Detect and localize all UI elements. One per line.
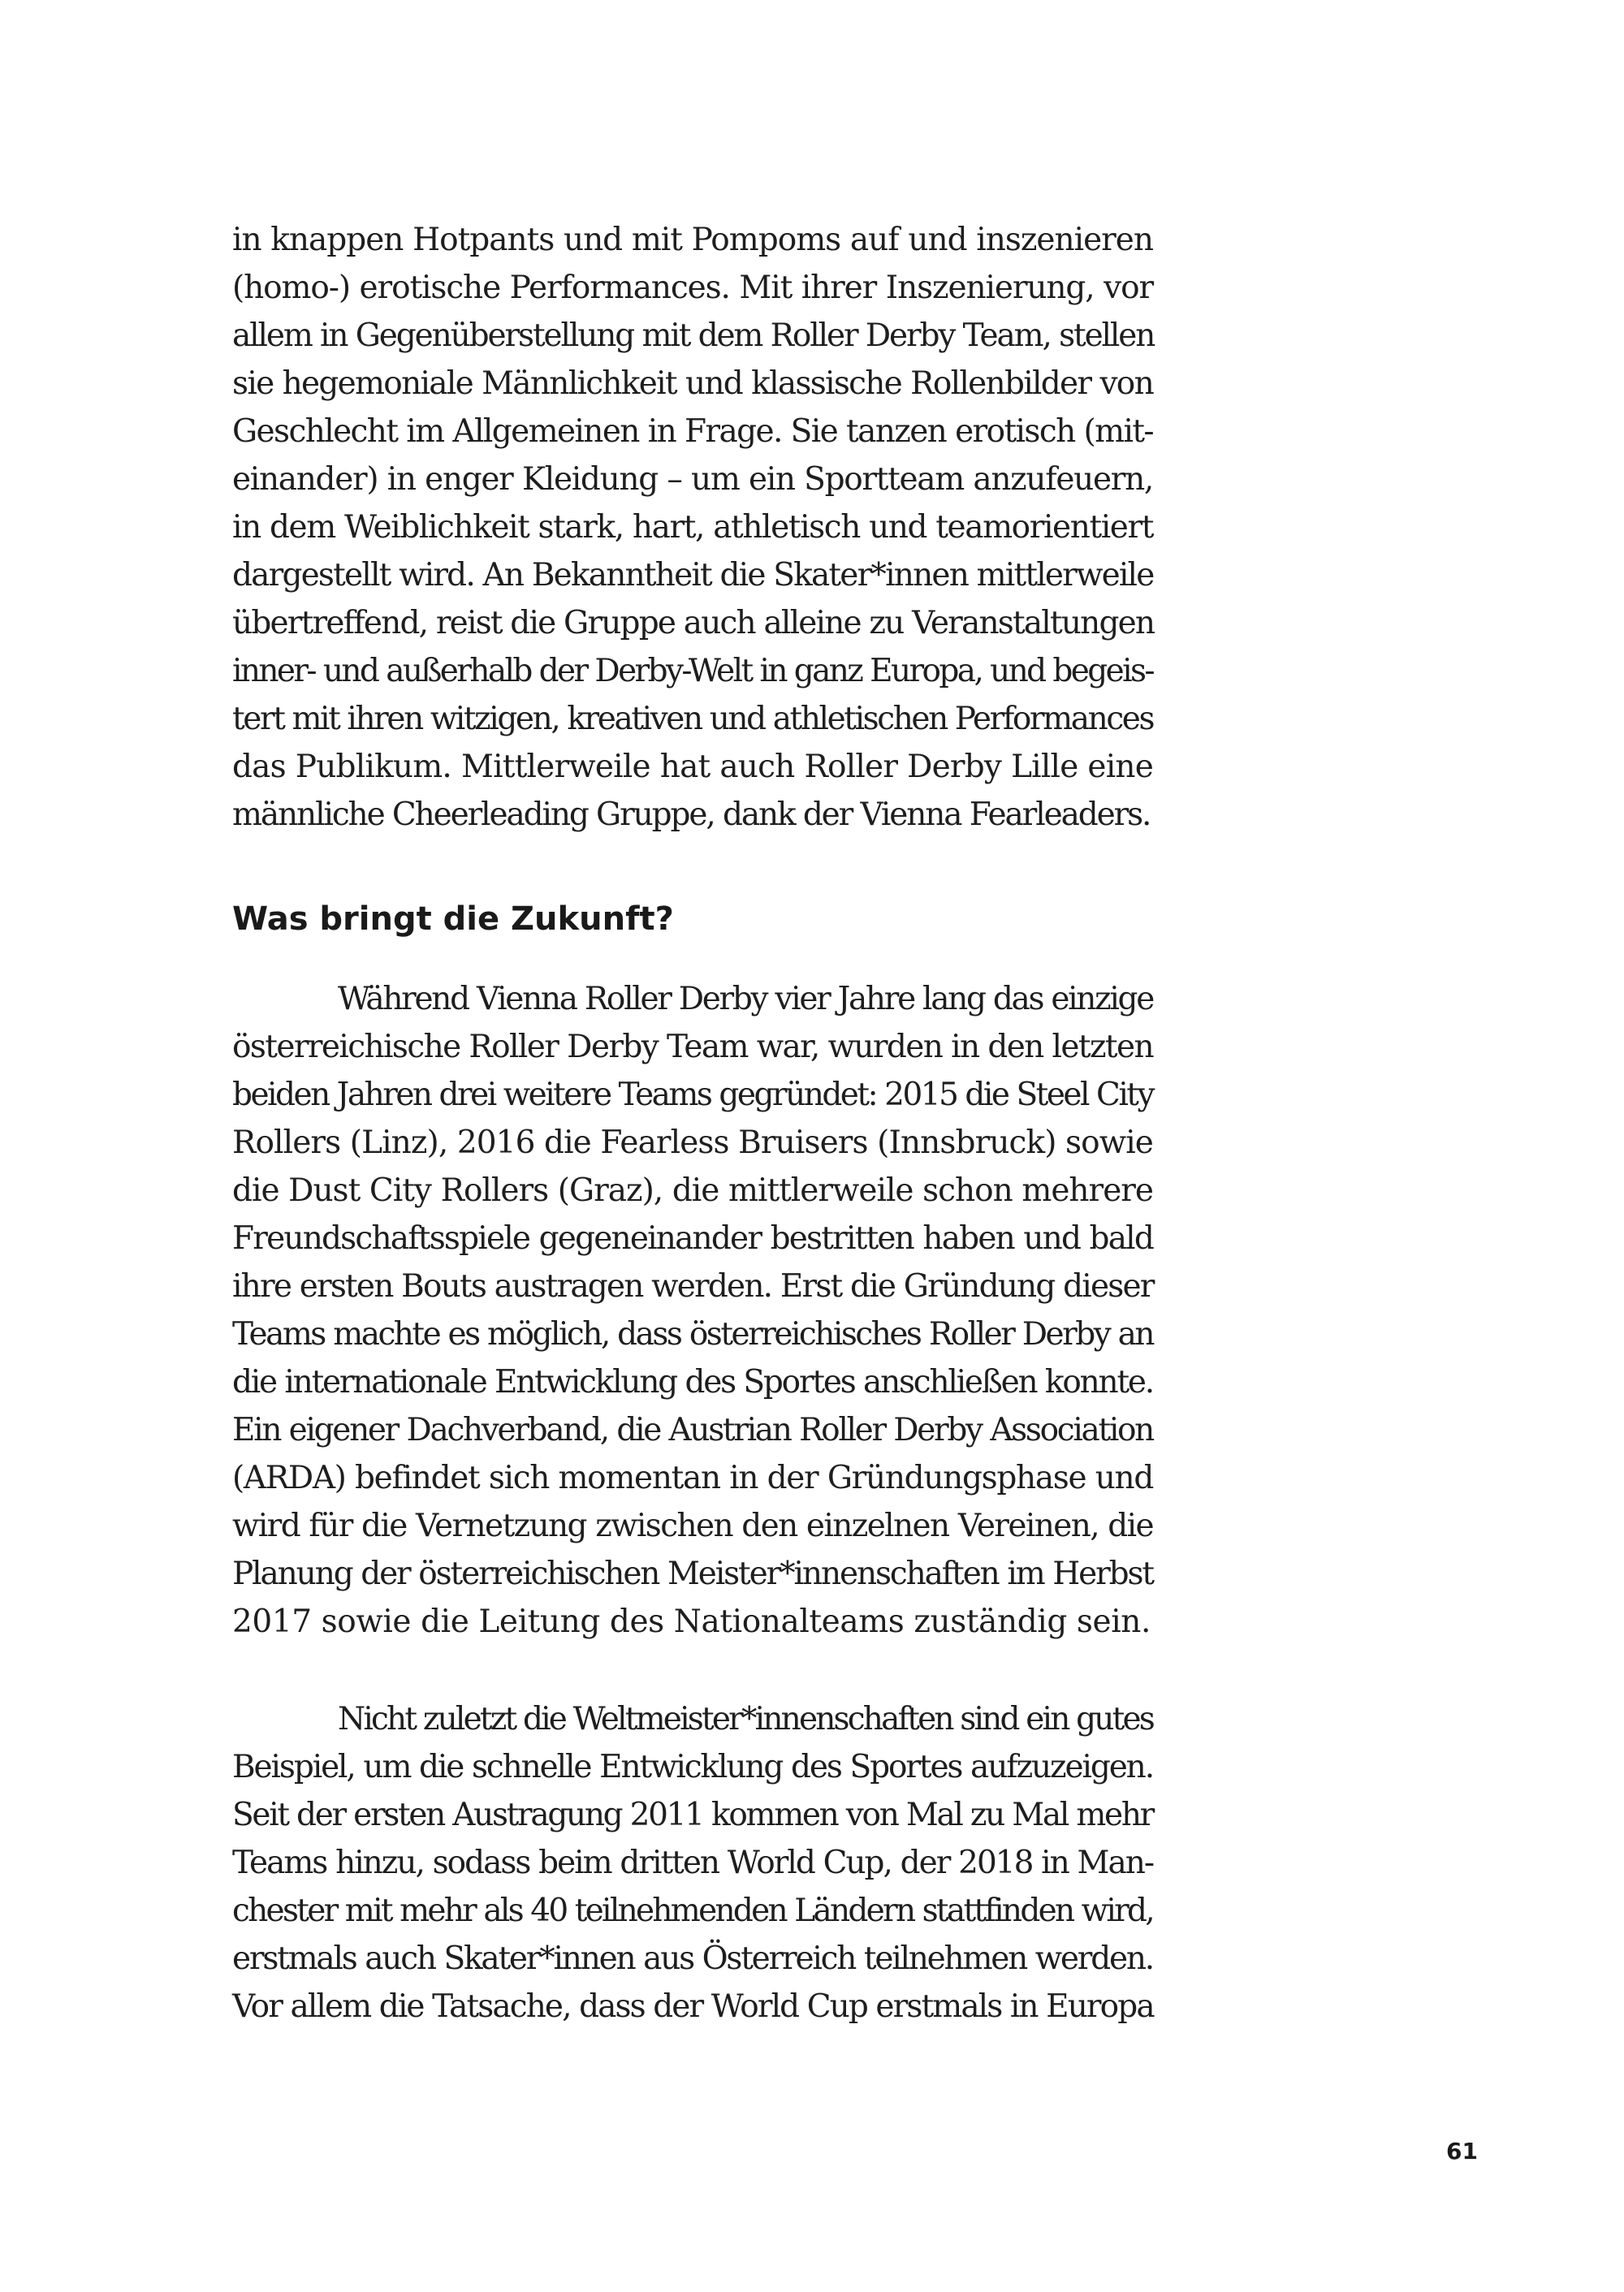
paragraph-future-teams — [232, 975, 1153, 1646]
text-line: dargestellt wird. An Bekanntheit die Skater*innen mittlerweile — [232, 557, 1154, 594]
text-line: tert mit ihren witzigen, kreativen und athletischen Performances — [232, 701, 1154, 737]
paragraph-world-cup — [232, 1695, 1153, 2031]
page-number: 61 — [1446, 2138, 1478, 2165]
text-line: die internationale Entwicklung des Sportes anschließen konnte. — [232, 1364, 1153, 1401]
text-line: Nicht zuletzt die Weltmeister*innenschaften sind ein gutes — [338, 1701, 1153, 1737]
text-line: Vor allem die Tatsache, dass der World Cup erstmals in Europa — [232, 1988, 1154, 2025]
text-line: Beispiel, um die schnelle Entwicklung des Sportes aufzuzeigen. — [232, 1749, 1153, 1785]
text-line: männliche Cheerleading Gruppe, dank der Vienna Fearleaders. — [232, 796, 1151, 833]
section-heading: Was bringt die Zukunft? — [232, 900, 674, 938]
text-line: inner- und außerhalb der Derby-Welt in ganz Europa, und begeis- — [232, 653, 1153, 689]
text-line: allem in Gegenüberstellung mit dem Roller Derby Team, stellen — [232, 317, 1155, 354]
text-line: wird für die Vernetzung zwischen den einzelnen Vereinen, die — [232, 1508, 1153, 1544]
text-line: österreichische Roller Derby Team war, wurden in den letzten — [232, 1029, 1153, 1065]
text-line: Ein eigener Dachverband, die Austrian Roller Derby Association — [232, 1412, 1153, 1448]
paragraph-cheerleaders — [232, 216, 1153, 839]
text-line: ihre ersten Bouts austragen werden. Erst die Gründung dieser — [232, 1268, 1154, 1305]
text-line: 2017 sowie die Leitung des Nationalteams zuständig sein. — [232, 1604, 1151, 1640]
text-line: erstmals auch Skater*innen aus Österreich teilnehmen werden. — [232, 1940, 1153, 1977]
text-line: Während Vienna Roller Derby vier Jahre lang das einzige — [338, 981, 1153, 1017]
text-line: in knappen Hotpants und mit Pompoms auf und inszenieren — [232, 222, 1153, 258]
text-line: (ARDA) befindet sich momentan in der Gründungsphase und — [232, 1460, 1153, 1496]
text-line: Teams machte es möglich, dass österreichisches Roller Derby an — [232, 1316, 1153, 1353]
text-line: Seit der ersten Austragung 2011 kommen von Mal zu Mal mehr — [232, 1797, 1153, 1833]
text-line: Freundschaftsspiele gegeneinander bestritten haben und bald — [232, 1220, 1153, 1257]
text-line: (homo-) erotische Performances. Mit ihrer Inszenierung, vor — [232, 270, 1153, 306]
text-line: sie hegemoniale Männlichkeit und klassische Rollenbilder von — [232, 365, 1153, 402]
text-line: das Publikum. Mittlerweile hat auch Roller Derby Lille eine — [232, 749, 1153, 785]
text-line: die Dust City Rollers (Graz), die mittlerweile schon mehrere — [232, 1172, 1153, 1209]
text-line: Teams hinzu, sodass beim dritten World Cup, der 2018 in Man- — [232, 1845, 1153, 1881]
text-line: Planung der österreichischen Meister*innenschaften im Herbst — [232, 1556, 1153, 1592]
text-line: Geschlecht im Allgemeinen in Frage. Sie tanzen erotisch (mit- — [232, 413, 1153, 450]
text-line: Rollers (Linz), 2016 die Fearless Bruisers (Innsbruck) sowie — [232, 1124, 1153, 1161]
text-line: einander) in enger Kleidung – um ein Sportteam anzufeuern, — [232, 461, 1153, 498]
text-line: chester mit mehr als 40 teilnehmenden Ländern stattfinden wird, — [232, 1893, 1153, 1929]
text-line: beiden Jahren drei weitere Teams gegründet: 2015 die Steel City — [232, 1077, 1153, 1113]
text-line: übertreffend, reist die Gruppe auch alleine zu Veranstaltungen — [232, 605, 1155, 641]
text-line: in dem Weiblichkeit stark, hart, athletisch und teamorientiert — [232, 509, 1153, 546]
